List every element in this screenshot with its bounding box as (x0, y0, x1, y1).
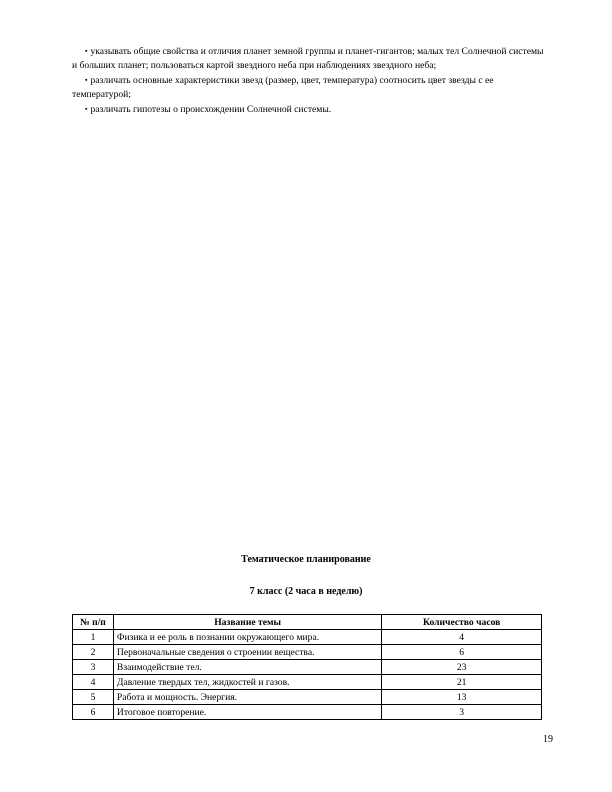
bullet-item (72, 73, 544, 102)
header-number: № п/п (73, 615, 114, 630)
table-row (73, 705, 542, 720)
row-hours: 21 (382, 675, 542, 690)
bullet-text: указывать общие свойства и отличия планет земной группы и планет-гигантов; малых тел Солнечной системы и больших планет; пользоваться картой звездного неба при наблюдениях звездного неба; (72, 46, 544, 71)
table-row (73, 645, 542, 660)
thematic-plan-table (72, 614, 542, 720)
bullet-marker: ▪ (85, 47, 88, 55)
bullet-marker: ▪ (85, 76, 88, 84)
header-topic: Название темы (113, 615, 381, 630)
table-row (73, 690, 542, 705)
row-topic: Первоначальные сведения о строении вещества. (113, 645, 381, 660)
bullet-item (72, 44, 544, 73)
table-header-row (73, 615, 542, 630)
row-number: 6 (73, 705, 114, 720)
bullet-text: различать гипотезы о происхождении Солнечной системы. (90, 104, 332, 115)
row-hours: 23 (382, 660, 542, 675)
section-title: Тематическое планирование (241, 554, 371, 565)
row-number: 2 (73, 645, 114, 660)
table-row (73, 630, 542, 645)
bullet-item (72, 102, 544, 117)
section-subtitle: 7 класс (2 часа в неделю) (249, 586, 363, 597)
table-row (73, 660, 542, 675)
row-number: 1 (73, 630, 114, 645)
header-hours: Количество часов (382, 615, 542, 630)
row-topic: Итоговое повторение. (113, 705, 381, 720)
row-hours: 4 (382, 630, 542, 645)
row-number: 3 (73, 660, 114, 675)
row-number: 4 (73, 675, 114, 690)
row-topic: Взаимодействие тел. (113, 660, 381, 675)
page-number: 19 (543, 734, 553, 745)
row-hours: 13 (382, 690, 542, 705)
row-hours: 6 (382, 645, 542, 660)
row-topic: Физика и ее роль в познании окружающего мира. (113, 630, 381, 645)
bullet-list (72, 44, 544, 117)
table-row (73, 675, 542, 690)
row-topic: Работа и мощность. Энергия. (113, 690, 381, 705)
row-hours: 3 (382, 705, 542, 720)
bullet-marker: ▪ (85, 105, 88, 113)
bullet-text: различать основные характеристики звезд (размер, цвет, температура) соотносить цвет звезды с ее температурой; (72, 75, 494, 100)
row-topic: Давление твердых тел, жидкостей и газов. (113, 675, 381, 690)
row-number: 5 (73, 690, 114, 705)
